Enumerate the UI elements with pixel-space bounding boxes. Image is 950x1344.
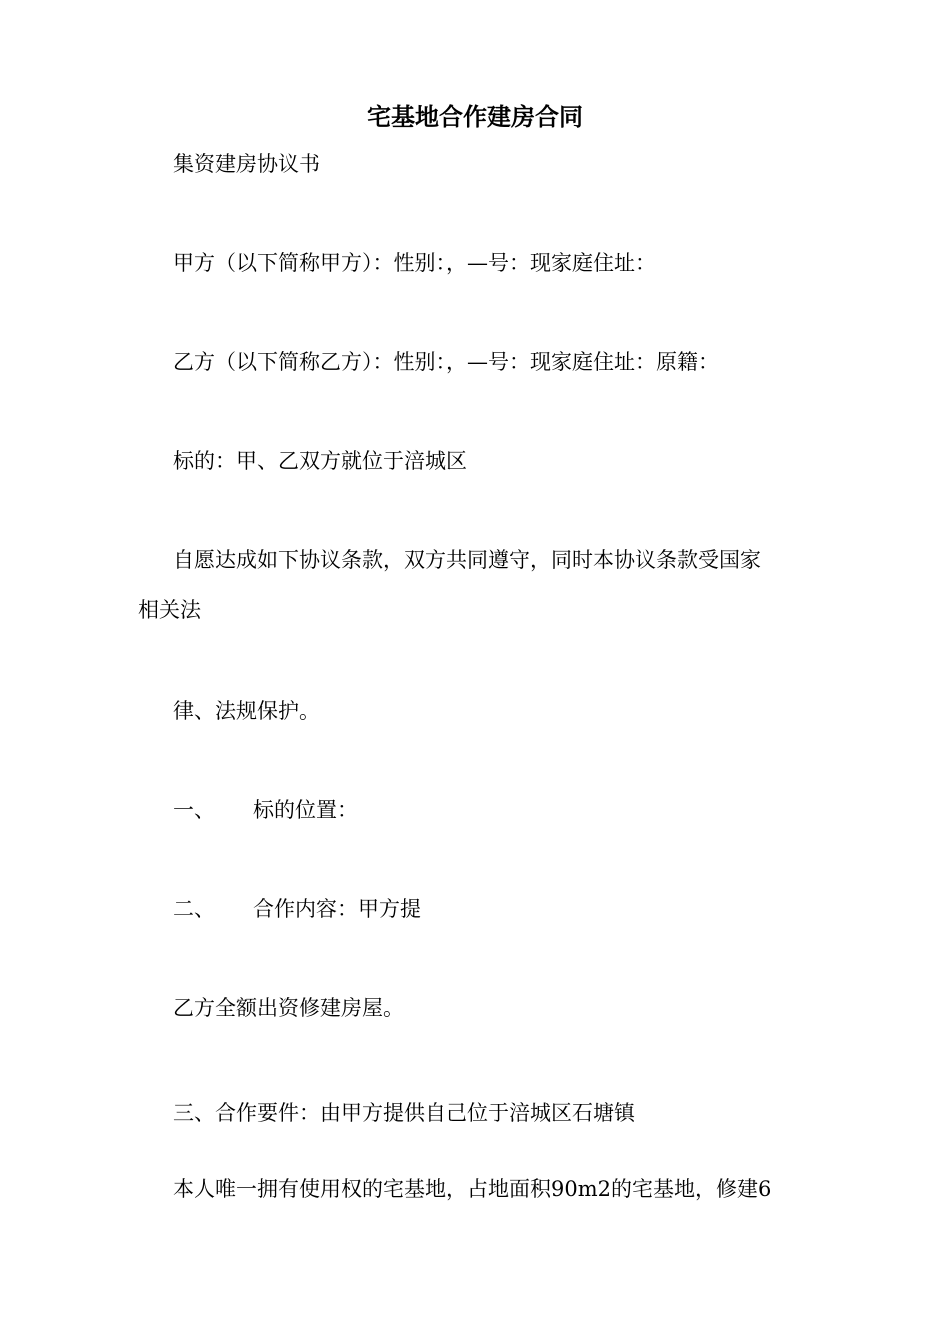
subject-line: 标的：甲、乙双方就位于涪城区 [173,449,467,473]
document-subtitle: 集资建房协议书 [173,152,320,176]
section-one-text: 标的位置： [253,798,358,822]
funding-line: 乙方全额出资修建房屋。 [173,996,404,1020]
section-two-text: 合作内容：甲方提 [253,897,421,921]
agreement-line-wrap: 相关法 [138,598,201,622]
party-b-line: 乙方（以下简称乙方）：性别：，—号：现家庭住址：原籍： [173,350,719,374]
section-two-number: 二、 [173,897,215,921]
agreement-line: 自愿达成如下协议条款，双方共同遵守，同时本协议条款受国家 [173,548,761,572]
law-protection-line: 律、法规保护。 [173,699,320,723]
section-one-number: 一、 [173,798,215,822]
section-two [173,894,421,924]
homestead-line: 本人唯一拥有使用权的宅基地，占地面积90m2的宅基地，修建6 [173,1177,772,1201]
party-a-line: 甲方（以下简称甲方）：性别：，—号：现家庭住址： [173,251,656,275]
section-one [173,795,358,825]
section-three: 三、合作要件：由甲方提供自己位于涪城区石塘镇 [173,1101,635,1125]
document-title: 宅基地合作建房合同 [367,102,583,131]
